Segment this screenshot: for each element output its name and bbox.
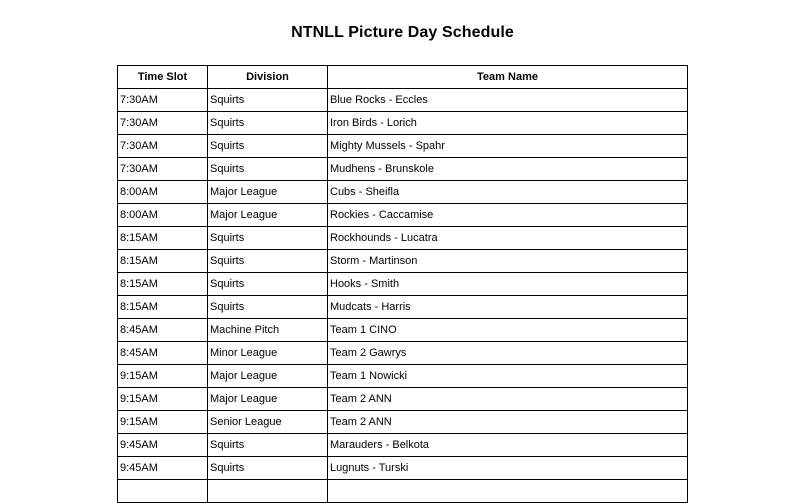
team-name-cell: Blue Rocks - Eccles: [328, 89, 688, 112]
time-slot-cell: 8:15AM: [118, 296, 208, 319]
division-cell: Major League: [208, 181, 328, 204]
team-name-cell: Lugnuts - Turski: [328, 457, 688, 480]
time-slot-cell: 8:15AM: [118, 250, 208, 273]
time-slot-cell: 9:15AM: [118, 388, 208, 411]
team-name-cell: Team 2 Gawrys: [328, 342, 688, 365]
page-title: NTNLL Picture Day Schedule: [291, 24, 514, 41]
division-cell: Machine Pitch: [208, 319, 328, 342]
team-name-cell: Team 2 ANN: [328, 388, 688, 411]
time-slot-cell: 8:45AM: [118, 319, 208, 342]
team-name-cell: Mudcats - Harris: [328, 296, 688, 319]
table-header-row: [118, 66, 688, 89]
table-row: [118, 204, 688, 227]
table-row: [118, 135, 688, 158]
team-name-cell: Hooks - Smith: [328, 273, 688, 296]
division-cell: Squirts: [208, 89, 328, 112]
time-slot-cell: 7:30AM: [118, 89, 208, 112]
time-slot-cell: 9:15AM: [118, 411, 208, 434]
table-row: [118, 112, 688, 135]
time-slot-cell: 8:15AM: [118, 227, 208, 250]
time-slot-cell: 9:45AM: [118, 457, 208, 480]
division-cell: Major League: [208, 365, 328, 388]
team-name-cell: Rockies - Caccamise: [328, 204, 688, 227]
team-name-cell: Storm - Martinson: [328, 250, 688, 273]
team-name-cell: Mudhens - Brunskole: [328, 158, 688, 181]
division-cell: Senior League: [208, 411, 328, 434]
header-division: Division: [208, 66, 328, 89]
table-row: [118, 273, 688, 296]
schedule-body: [118, 89, 688, 503]
division-cell: Major League: [208, 388, 328, 411]
team-name-cell: Team 1 CINO: [328, 319, 688, 342]
team-name-cell: Iron Birds - Lorich: [328, 112, 688, 135]
time-slot-cell: [118, 480, 208, 503]
table-row: [118, 227, 688, 250]
division-cell: Squirts: [208, 434, 328, 457]
team-name-cell: Mighty Mussels - Spahr: [328, 135, 688, 158]
time-slot-cell: 8:45AM: [118, 342, 208, 365]
table-row: [118, 296, 688, 319]
division-cell: Squirts: [208, 158, 328, 181]
time-slot-cell: 8:15AM: [118, 273, 208, 296]
division-cell: Squirts: [208, 457, 328, 480]
table-row: [118, 434, 688, 457]
team-name-cell: Cubs - Sheifla: [328, 181, 688, 204]
division-cell: Minor League: [208, 342, 328, 365]
table-row: [118, 181, 688, 204]
division-cell: Major League: [208, 204, 328, 227]
table-row: [118, 457, 688, 480]
division-cell: [208, 480, 328, 503]
table-row: [118, 319, 688, 342]
team-name-cell: Team 1 Nowicki: [328, 365, 688, 388]
team-name-cell: [328, 480, 688, 503]
time-slot-cell: 8:00AM: [118, 204, 208, 227]
header-team-name: Team Name: [328, 66, 688, 89]
table-row: [118, 480, 688, 503]
table-row: [118, 342, 688, 365]
schedule-table: [117, 65, 688, 503]
time-slot-cell: 7:30AM: [118, 135, 208, 158]
team-name-cell: Marauders - Belkota: [328, 434, 688, 457]
time-slot-cell: 8:00AM: [118, 181, 208, 204]
team-name-cell: Rockhounds - Lucatra: [328, 227, 688, 250]
table-row: [118, 411, 688, 434]
division-cell: Squirts: [208, 250, 328, 273]
table-row: [118, 89, 688, 112]
time-slot-cell: 7:30AM: [118, 112, 208, 135]
table-row: [118, 365, 688, 388]
time-slot-cell: 9:15AM: [118, 365, 208, 388]
division-cell: Squirts: [208, 112, 328, 135]
time-slot-cell: 7:30AM: [118, 158, 208, 181]
table-row: [118, 388, 688, 411]
table-row: [118, 250, 688, 273]
division-cell: Squirts: [208, 135, 328, 158]
team-name-cell: Team 2 ANN: [328, 411, 688, 434]
time-slot-cell: 9:45AM: [118, 434, 208, 457]
division-cell: Squirts: [208, 273, 328, 296]
header-time-slot: Time Slot: [118, 66, 208, 89]
division-cell: Squirts: [208, 227, 328, 250]
division-cell: Squirts: [208, 296, 328, 319]
table-row: [118, 158, 688, 181]
